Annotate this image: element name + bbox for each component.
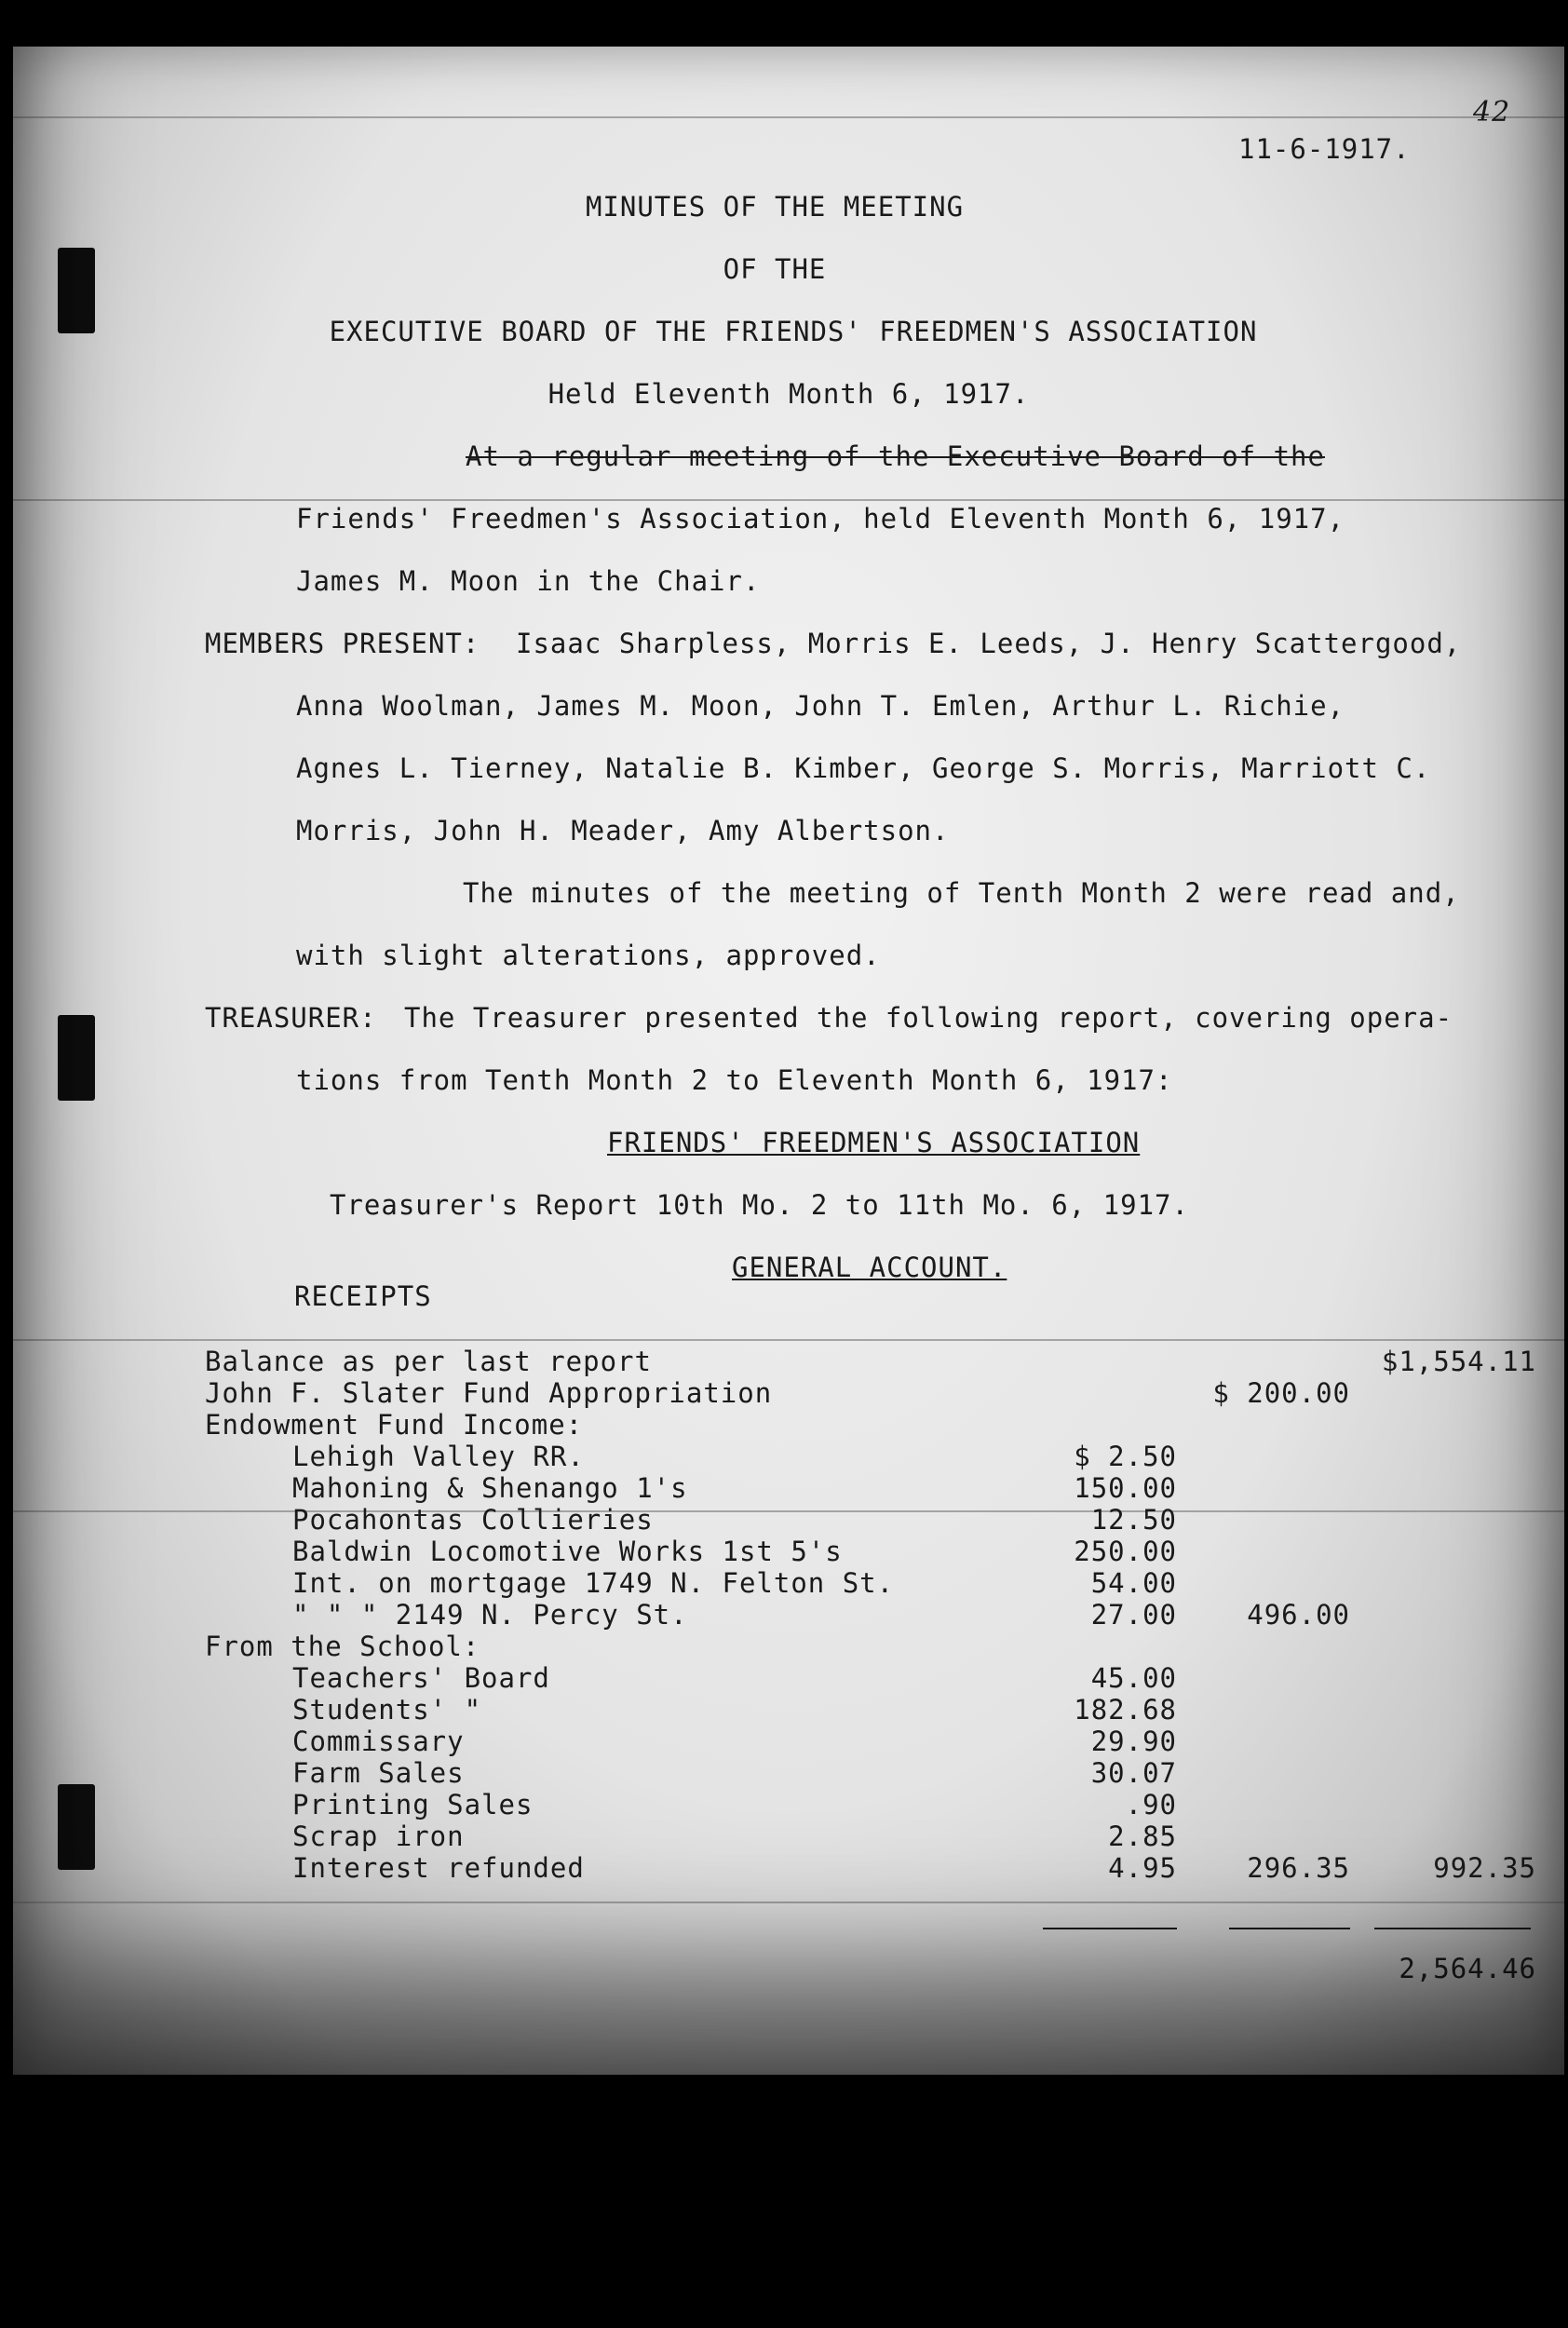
intro-line-2: Friends' Freedmen's Association, held Eleventh Month 6, 1917, — [296, 503, 1345, 535]
ledger-row-label: Printing Sales — [292, 1789, 534, 1820]
members-line-3: Agnes L. Tierney, Natalie B. Kimber, George S. Morris, Marriott C. — [296, 752, 1431, 784]
ledger-row-label: John F. Slater Fund Appropriation — [205, 1377, 773, 1409]
ledger-amount-c1: 2.85 — [1108, 1820, 1177, 1852]
members-line-1: Isaac Sharpless, Morris E. Leeds, J. Henry Scattergood, — [516, 628, 1462, 659]
ledger-row-label: Farm Sales — [292, 1757, 465, 1789]
total-rule — [1374, 1928, 1531, 1929]
ledger-row-label: " " " 2149 N. Percy St. — [292, 1599, 688, 1631]
intro-line-3: James M. Moon in the Chair. — [296, 565, 761, 597]
total-rule — [1043, 1928, 1177, 1929]
ledger-row-label: Teachers' Board — [292, 1662, 550, 1694]
ruled-line — [13, 1902, 1564, 1903]
ledger-amount-c1: 54.00 — [1090, 1567, 1177, 1599]
ledger-amount-c1: 30.07 — [1090, 1757, 1177, 1789]
treasurer-line-2: tions from Tenth Month 2 to Eleventh Month 6, 1917: — [296, 1064, 1173, 1096]
minutes-line-2: with slight alterations, approved. — [296, 940, 881, 971]
minutes-line-1: The minutes of the meeting of Tenth Month 2 were read and, — [463, 877, 1460, 909]
ledger-amount-c1: 150.00 — [1074, 1472, 1177, 1504]
meeting-date: 11-6-1917. — [1238, 133, 1411, 165]
ledger-amount-c2: 496.00 — [1247, 1599, 1350, 1631]
punch-hole — [58, 1784, 95, 1870]
members-label: MEMBERS PRESENT: — [205, 628, 480, 659]
ledger-row-label: Baldwin Locomotive Works 1st 5's — [292, 1536, 843, 1567]
ledger-row-label: Pocahontas Collieries — [292, 1504, 654, 1536]
ledger-amount-c1: 12.50 — [1090, 1504, 1177, 1536]
ledger-row-label: Int. on mortgage 1749 N. Felton St. — [292, 1567, 895, 1599]
title-line-1: MINUTES OF THE MEETING — [585, 191, 965, 223]
title-line-2: OF THE — [723, 253, 827, 285]
report-heading: FRIENDS' FREEDMEN'S ASSOCIATION — [607, 1127, 1141, 1158]
ruled-line — [13, 1339, 1564, 1341]
ledger-amount-c2: $ 200.00 — [1212, 1377, 1350, 1409]
ledger-amount-c1: 29.90 — [1090, 1726, 1177, 1757]
ledger-row-label: Students' " — [292, 1694, 482, 1726]
title-line-4: Held Eleventh Month 6, 1917. — [547, 378, 1030, 410]
ledger-row-label: Endowment Fund Income: — [205, 1409, 584, 1441]
ledger-amount-c2: 296.35 — [1247, 1852, 1350, 1884]
title-line-3: EXECUTIVE BOARD OF THE FRIENDS' FREEDMEN'S ASSOCIATION — [329, 316, 1258, 347]
ruled-line — [13, 1510, 1564, 1512]
ledger-row-label: From the School: — [205, 1631, 480, 1662]
document-page — [13, 47, 1564, 2075]
intro-line-1: At a regular meeting of the Executive Board of the — [466, 440, 1325, 472]
ledger-row-label: Commissary — [292, 1726, 465, 1757]
ledger-amount-c1: .90 — [1125, 1789, 1177, 1820]
grand-total: 2,564.46 — [1399, 1953, 1536, 1984]
ledger-amount-c1: 27.00 — [1090, 1599, 1177, 1631]
page-number: 42 — [1473, 96, 1511, 129]
punch-hole — [58, 1015, 95, 1101]
ledger-row-label: Balance as per last report — [205, 1346, 652, 1377]
receipts-label: RECEIPTS — [294, 1280, 432, 1312]
ledger-amount-c1: 45.00 — [1090, 1662, 1177, 1694]
ledger-amount-c1: 250.00 — [1074, 1536, 1177, 1567]
ruled-line — [13, 116, 1564, 118]
report-subheading: Treasurer's Report 10th Mo. 2 to 11th Mo. 6, 1917. — [330, 1189, 1189, 1221]
ledger-row-label: Interest refunded — [292, 1852, 585, 1884]
members-line-2: Anna Woolman, James M. Moon, John T. Emlen, Arthur L. Richie, — [296, 690, 1345, 722]
ledger-amount-c1: $ 2.50 — [1074, 1441, 1177, 1472]
ledger-amount-c3: 992.35 — [1433, 1852, 1536, 1884]
members-line-4: Morris, John H. Meader, Amy Albertson. — [296, 815, 950, 846]
ledger-row-label: Mahoning & Shenango 1's — [292, 1472, 688, 1504]
ledger-amount-c3: $1,554.11 — [1381, 1346, 1536, 1377]
ledger-row-label: Lehigh Valley RR. — [292, 1441, 585, 1472]
ledger-amount-c1: 182.68 — [1074, 1694, 1177, 1726]
ledger-amount-c1: 4.95 — [1108, 1852, 1177, 1884]
ledger-row-label: Scrap iron — [292, 1820, 465, 1852]
account-heading: GENERAL ACCOUNT. — [732, 1252, 1007, 1283]
treasurer-line-1: The Treasurer presented the following report, covering opera- — [404, 1002, 1453, 1034]
ruled-line — [13, 499, 1564, 501]
total-rule — [1229, 1928, 1350, 1929]
treasurer-label: TREASURER: — [205, 1002, 377, 1034]
